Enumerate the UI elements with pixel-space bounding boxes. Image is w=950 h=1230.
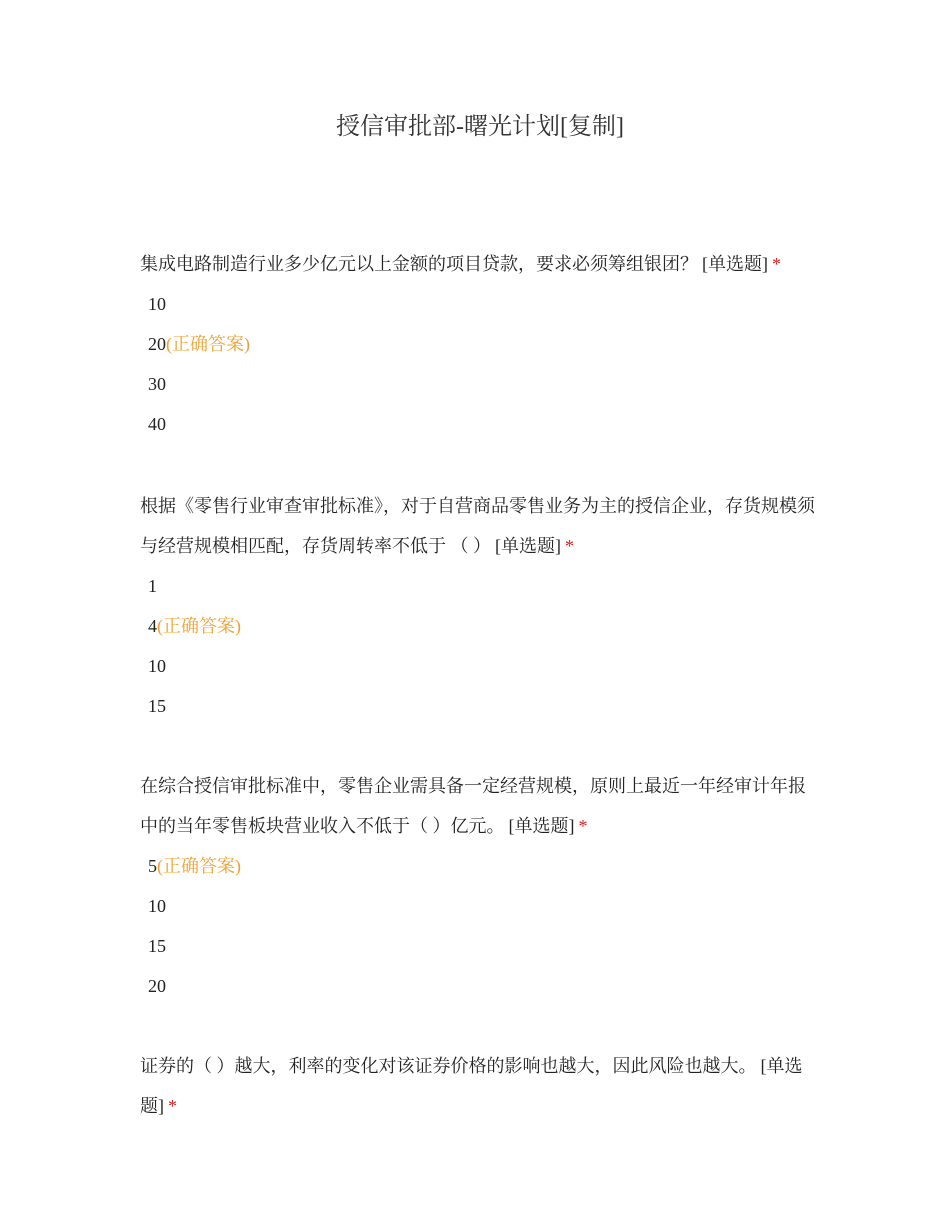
option-label: 10: [148, 896, 166, 916]
question-text: 在综合授信审批标准中，零售企业需具备一定经营规模，原则上最近一年经审计年报中的当年零售板块营业收入不低于（ ）亿元。: [140, 776, 806, 836]
required-marker: *: [578, 816, 588, 836]
option-item[interactable]: [140, 886, 815, 926]
option-item[interactable]: [140, 846, 815, 886]
option-label: 20: [148, 976, 166, 996]
question-3: [140, 766, 815, 1006]
option-label: 40: [148, 414, 166, 434]
question-type: [单选题]: [140, 1056, 803, 1116]
option-label: 1: [148, 576, 157, 596]
option-label: 30: [148, 374, 166, 394]
correct-answer-note: (正确答案): [157, 616, 241, 636]
question-text: 根据《零售行业审查审批标准》，对于自营商品零售业务为主的授信企业，存货规模须与经营规模相匹配，存货周转率不低于 （ ）: [140, 496, 815, 556]
question-2: [140, 486, 815, 726]
required-marker: *: [772, 254, 781, 274]
options-list: [140, 846, 815, 1006]
option-item[interactable]: [140, 966, 815, 1006]
correct-answer-note: (正确答案): [157, 856, 241, 876]
required-marker: *: [168, 1096, 177, 1116]
option-label: 10: [148, 294, 166, 314]
question-4: [140, 1046, 815, 1126]
option-item[interactable]: [140, 404, 815, 444]
required-marker: *: [565, 536, 574, 556]
question-type: [单选题]: [508, 816, 575, 836]
option-label: 20: [148, 334, 166, 354]
option-item[interactable]: [140, 284, 815, 324]
question-type: [单选题]: [495, 536, 561, 556]
option-label: 4: [148, 616, 157, 636]
page-title: 授信审批部-曙光计划[复制]: [336, 114, 624, 140]
question-text: 证券的（ ）越大，利率的变化对该证券价格的影响也越大，因此风险也越大。: [140, 1056, 757, 1076]
option-label: 10: [148, 656, 166, 676]
option-item[interactable]: [140, 566, 815, 606]
option-label: 15: [148, 696, 166, 716]
options-list: [140, 284, 815, 444]
question-1: [140, 244, 815, 444]
option-item[interactable]: [140, 646, 815, 686]
option-label: 5: [148, 856, 157, 876]
option-item[interactable]: [140, 926, 815, 966]
option-item[interactable]: [140, 364, 815, 404]
correct-answer-note: (正确答案): [166, 334, 250, 354]
question-type: [单选题]: [702, 254, 768, 274]
option-label: 15: [148, 936, 166, 956]
option-item[interactable]: [140, 606, 815, 646]
question-text: 集成电路制造行业多少亿元以上金额的项目贷款，要求必须筹组银团？: [140, 254, 698, 274]
options-list: [140, 566, 815, 726]
option-item[interactable]: [140, 686, 815, 726]
option-item[interactable]: [140, 324, 815, 364]
